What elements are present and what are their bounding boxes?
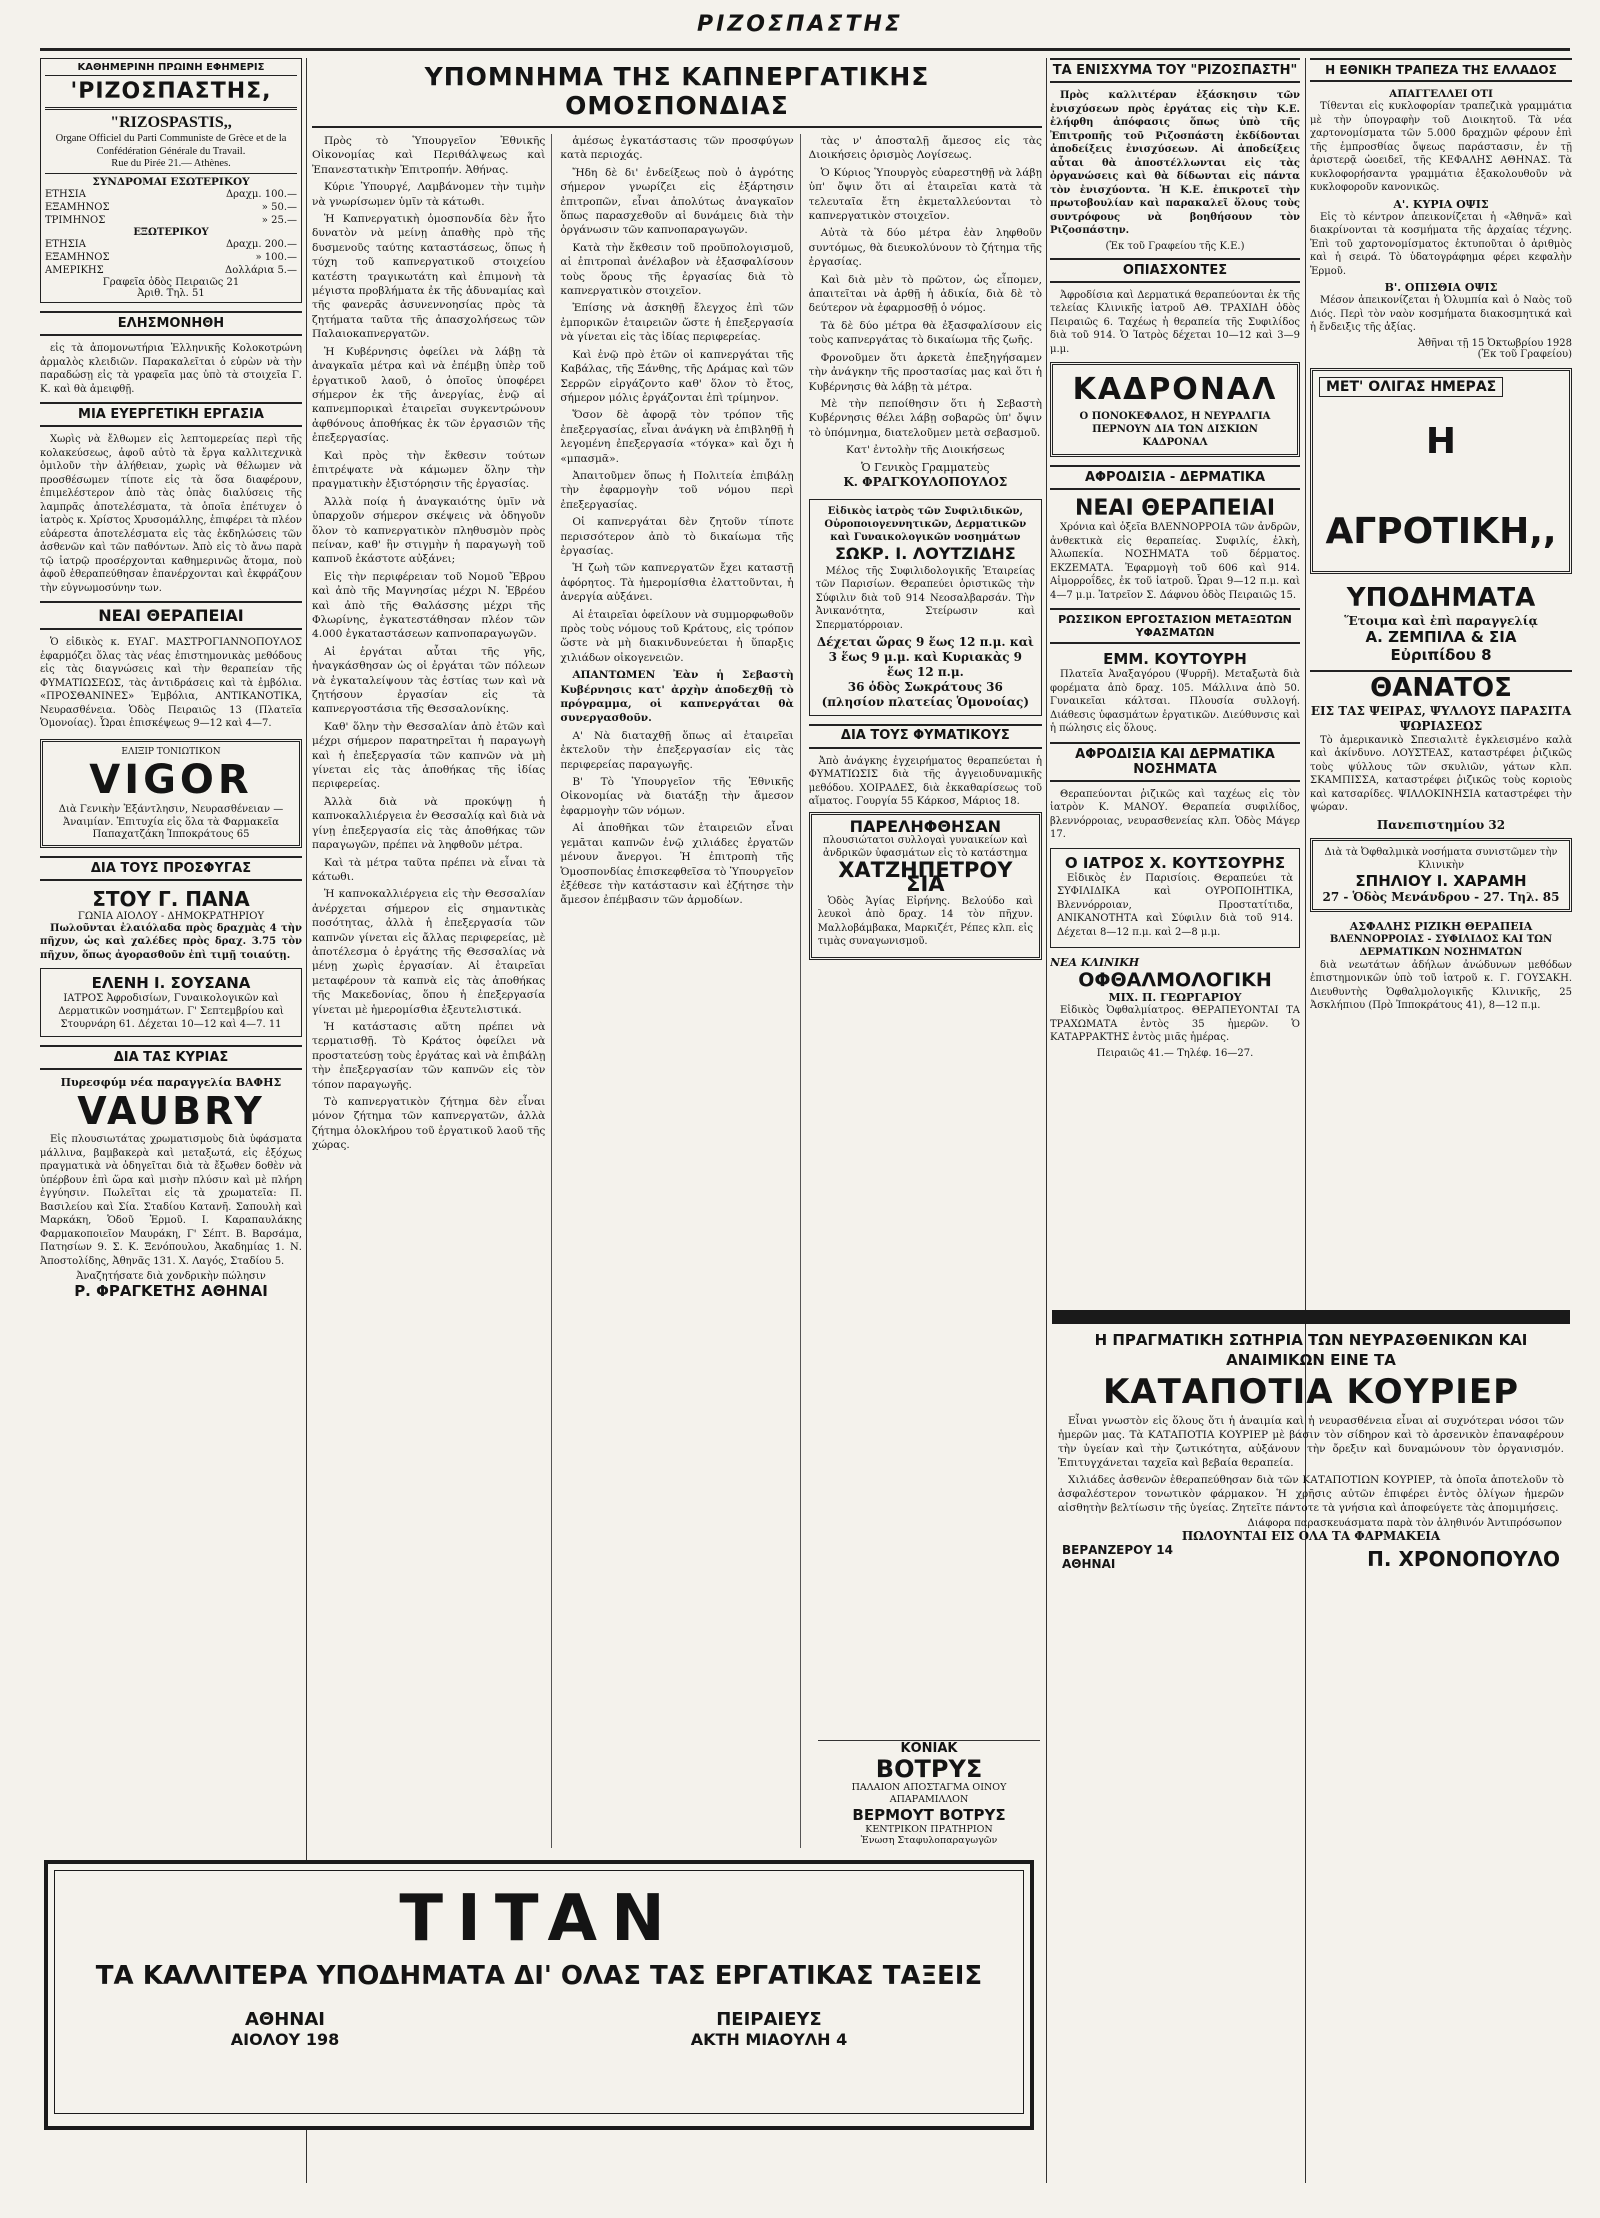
masthead-latin-name: "RIZOSPASTIS,, [110,114,232,131]
subscription-row: ΕΞΑΜΗΝΟΣ » 50.— [45,202,297,213]
subscription-row: ΕΞΑΜΗΝΟΣ » 100.— [45,252,297,263]
votrys-desc: ΠΑΛΑΙΟΝ ΑΠΟΣΤΑΓΜΑ ΟΙΝΟΥ ΑΠΑΡΑΜΙΛΛΟΝ [851,1782,1007,1805]
ypodimata-sub: Ἕτοιμα καὶ ἐπὶ παραγγελίᾳ [1344,613,1538,628]
votrys-address: Ἑνωση Σταφυλοπαραγωγῶν [860,1835,998,1846]
titan-slogan: ΤΑ ΚΑΛΛΙΤΕΡΑ ΥΠΟΔΗΜΑΤΑ ΔΙ' ΟΛΑΣ ΤΑΣ ΕΡΓΑΤΙΚΑΣ ΤΑΞΕΙΣ [95,1961,983,1991]
vigor-ad [40,739,302,848]
agrotiki-top: ΜΕΤ' ΟΛΙΓΑΣ ΗΜΕΡΑΣ [1319,377,1503,397]
section-text: Χωρὶς νὰ ἔλθωμεν εἰς λεπτομερείας περὶ τῆς κολακεύσεως, ἀφοῦ αὐτὸ τὰ ἔργα καλλιτεχνικὰ ὁμιλοῦν τὴν ἀλήθειαν, χωρὶς νὰ θέλωμεν νὰ προσθέσωμεν τίποτε εἰς τὰ ὅσα διαφέρουν, ἐπιμελέστερον ἀπὸ τὰς ὀπὰς διαλύσεις τῆς λαμπρᾶς ἀποτελέσματα, τὰ ὁποῖα ἐπέτυχεν ὁ ἰατρὸς κ. Χρίστος Χρυσομάλλης, ἐπιφέρει τὰ πλέον εὐάρεστα ἀποτελέσματα εἰς τὰς ἐκδηλώσεις τῶν ἀσθενῶν καὶ τῶν παθόντων. Ἀπὸ εἰς τὸ ἄνω παρὰ τῷ ἰατρῷ προσέρχονται καθημερινῶς ἄτομα, ποὺ ἀφοῦ ἐθεραπεύθησαν ἐπανέρχονται καὶ ἐκφράζουν τὴν εὐγνωμοσύνην των. [40,434,302,594]
doctor-intro: Εἰδικὸς ἰατρὸς τῶν Συφιλιδικῶν, Οὐροποιογεννητικῶν, Δερματικῶν καὶ Γυναικολογικῶν νοσημάτων [824,506,1027,544]
section-title: ΔΙΑ ΤΟΥΣ ΠΡΟΣΦΥΓΑΣ [40,856,302,881]
kourier-address-2: ΑΘΗΝΑΙ [1062,1557,1116,1571]
titan-piraeus: ΠΕΙΡΑΙΕΥΣ [716,2009,822,2030]
article-column-1: Πρὸς τὸ Ὑπουργεῖον Ἐθνικῆς Οἰκονομίας καὶ Περιθάλψεως καὶ Ἐπανεστατικὴν Ἐπιτροπήν. Ἀθήνας. Κύριε Ὑπουργέ, Λαμβάνομεν τὴν τιμὴν νὰ γνωρίσωμεν ὑμῖν τὰ κάτωθι. Ἡ Καπνεργατικὴ ὁμοσπονδία δὲν ἦτο δυνατὸν νὰ μείνῃ ἀπαθὴς πρὸ τῆς δυσμενοῦς ταύτης καταστάσεως, ὅπως ἡ τύχη τοῦ καπνεργατικοῦ στοιχείου κατέστη τραγικωτάτη καὶ ἐπιμονὴ τὰ μέγιστα προβλήματα ἐκ τῆς ἀδυναμίας καὶ τῆς φανερᾶς ἀσυνεννοησίας πρὸς τὰ ζητήματα ταῦτα τῆς ἀπασχολήσεως τῶν Παλαιοκαπνεργατῶν. Ἡ Κυβέρνησις ὀφείλει νὰ λάβῃ τὰ ἀναγκαῖα μέτρα καὶ νὰ ἐπέμβῃ ὑπὲρ τοῦ ἐργατικοῦ λαοῦ, ὁ ὁποῖος ὑποφέρει σήμερον ἐκ τῆς ἀνεργίας, ἐνῷ αἱ καπνεμπορικαὶ ἑταιρεῖαι συγκεντρώνουν ἀφθόνους ἀποθήκας ἐκ τῶν ἐργασιῶν τῆς ἐπεξεργασίας. Καὶ πρὸς τὴν ἔκθεσιν τούτων ἐπιτρέψατε νὰ κάμωμεν ὅλην τὴν πραγματικὴν ἐξιστόρησιν τῆς ἐργασίας. Ἀλλὰ ποίᾳ ἡ ἀναγκαιότης ὑμῖν νὰ ὑπαρχοῦν σήμερον σκέψεις νὰ ὁδηγοῦν ὅλον τὸ καπνεργατικὸν πληθυσμὸν πρὸς πείναν, καθ' ἣν στιγμὴν ἡ παραγωγὴ τοῦ καπνοῦ ἑκάστοτε αὐξάνει; Εἰς τὴν περιφέρειαν τοῦ Νομοῦ Ἔβρου καὶ ἀπὸ τῆς Μαγνησίας μέχρι Ν. Ἐβρέου καὶ ἀπὸ τῆς Θαλάσσης μέχρι τῆς Φλωρίνης, ἐγκατεστάθησαν πλέον τῶν 4.000 ἐγκαταστάσεων καπνοπαραγωγῶν. Αἱ ἐργάται αὗται τῆς γῆς, ἠναγκάσθησαν ὡς οἱ ἐργάται τῶν πόλεων νὰ ἐγκαταλείψουν τὰς ἑστίας των καὶ νὰ ζητήσουν ἐργασίαν εἰς τὰ καπνεργοστάσια τῆς Θεσσαλονίκης. Καθ' ὅλην τὴν Θεσσαλίαν ἀπὸ ἐτῶν καὶ μέχρι σήμερον παρατηρεῖται ἡ παραγωγὴ καὶ ἡ ἐπεξεργασία τῶν καπνῶν νὰ μὴ γίνεται εἰς τὰς ἀποθήκας τῆς ἰδίας περιφερείας. Ἀλλὰ διὰ νὰ προκύψῃ ἡ καπνοκαλλιέργεια ἐν Θεσσαλίᾳ καὶ διὰ νὰ γίνῃ ἐπεξεργασία εἰς τὰς ἀποθήκας τῶν παραγωγῶν, πρέπει νὰ ληφθοῦν μέτρα. Καὶ τὰ μέτρα ταῦτα πρέπει νὰ εἶναι τὰ κάτωθι. Ἡ καπνοκαλλιέργεια εἰς τὴν Θεσσαλίαν ἀνέρχεται σήμερον εἰς σημαντικὰς ποσότητας, ἀλλὰ ἡ ἐπεξεργασία τῶν καπνῶν γίνεται εἰς ἄλλας περιφερείας, μὲ ἀποτέλεσμα ὁ ἐργάτης τῆς Θεσσαλίας νὰ μένῃ χωρὶς ἐργασίαν. Αἱ ἑταιρεῖαι μεταφέρουν τὰ καπνὰ εἰς τὰς ἀποθήκας τῆς Μακεδονίας, ὅπου ἡ ἐπεξεργασία γίνεται μὲ ἡμερομίσθια ἐξευτελιστικά. Ἡ κατάστασις αὕτη πρέπει νὰ τερματισθῇ. Τὸ Κράτος ὀφείλει νὰ προστατεύσῃ τοὺς ἐργάτας καὶ νὰ ἐπιβάλῃ τὴν ἐπεξεργασίαν τῶν καπνῶν εἰς τὸν τόπον παραγωγῆς. Τὸ καπνεργατικὸν ζήτημα δὲν εἶναι μόνον ζήτημα τῶν καπνεργατῶν, ἀλλὰ ζήτημα ὁλοκλήρου τοῦ ἐργατικοῦ λαοῦ τῆς χώρας. [312,134,552,1848]
article-column-3: τὰς ν' ἀποσταλῇ ἄμεσος εἰς τὰς Διοικήσεις ὁρισμὸς Λογίσεως. Ὁ Κύριος Ὑπουργὸς εὐαρεστηθῇ νὰ λάβῃ ὑπ' ὄψιν ὅτι αἱ ἑταιρεῖαι κατὰ τὰ τελευταῖα ἔτη ἐκμεταλλεύονται τὸ καπνεργατικὸν στοιχεῖον. Αὐτὰ τὰ δύο μέτρα ἐὰν ληφθοῦν συντόμως, θὰ διευκολύνουν τὸ ζήτημα τῆς ἐργασίας. Καὶ διὰ μὲν τὸ πρῶτον, ὡς εἶπομεν, ἀπαιτεῖται νὰ ἀρθῇ ἡ ἀδικία, διὰ δὲ τὸ δεύτερον νὰ ἐφαρμοσθῇ ὁ νόμος. Τὰ δὲ δύο μέτρα θὰ ἐξασφαλίσουν εἰς τοὺς καπνεργάτας τὸ δικαίωμα τῆς ζωῆς. Φρονοῦμεν ὅτι ἀρκετὰ ἐπεξηγήσαμεν τὴν ἀνάγκην τῆς προστασίας μας καὶ ὅτι ἡ Κυβέρνησις θὰ λάβῃ τὰ μέτρα. Μὲ τὴν πεποίθησιν ὅτι ἡ Σεβαστὴ Κυβέρνησις θέλει λάβῃ σοβαρῶς ὑπ' ὄψιν τὸ ὑπόμνημα, διατελοῦμεν μετὰ σεβασμοῦ. Κατ' ἐντολὴν τῆς Διοικήσεως Ὁ Γενικὸς Γραμματεὺς Κ. ΦΡΑΓΚΟΥΛΟΠΟΥΛΟΣ Εἰδικὸς ἰατρὸς τῶν Συφιλιδικῶν, Οὐροποιογεννητικῶν, Δερματικῶν καὶ Γυναικολογικῶν νοσημάτων ΣΩΚΡ. Ι. ΛΟΥΤΖΙΔΗΣ Μέλος τῆς Συφιλιδολογικῆς Ἑταιρείας τῶν Παρισίων. Θεραπεύει ὁριστικῶς τὴν Σύφιλιν διὰ τοῦ 914 Νεοσαλβαρσάν. Τὴν Ἀνικανότητα, Στείρωσιν καὶ Σπερματόρροιαν. Δέχεται ὥρας 9 ἕως 12 π.μ. καὶ 3 ἕως 9 μ.μ. καὶ Κυριακὰς 9 ἕως 12 π.μ. 36 ὁδὸς Σωκράτους 36 (πλησίον πλατείας Ὁμονοίας) ΔΙΑ ΤΟΥΣ ΦΥΜΑΤΙΚΟΥΣ Ἀπὸ ἀνάγκης ἐγχειρήματος θεραπεύεται ἡ ΦΥΜΑΤΙΩΣΙΣ διὰ τῆς ἀγγειοδυναμικῆς μεθόδου. ΧΟΙΡΑΔΕΣ, διὰ ἐκκαθαρίσεως τοῦ αἵματος. Γουργία 55 Κάρκοσ, Μάριος 18. ΠΑΡΕΛΗΦΘΗΣΑΝ πλουσιώτατοι συλλογαὶ γυναικείων καὶ ἀνδρικῶν ὑφασμάτων εἰς τὸ κατάστημα ΧΑΤΖΗΠΕΤΡΟΥ ΣΙΑ Ὁδὸς Ἁγίας Εἰρήνης. Βελούδο καὶ λευκοὶ ἀπὸ δραχ. 14 τὸν πῆχυν. Μαλλοβάμβακα, Μαρκιζέτ, Ρέπες κλπ. εἰς τιμὰς συναγωνισμοῦ. [809,134,1042,1848]
subscriptions-title: ΣΥΝΔΡΟΜΑΙ ΕΣΩΤΕΡΙΚΟΥ [45,173,297,188]
titan-logo: TITAN [399,1882,679,1956]
afrodisia2-text: Θεραπεύονται ῥιζικῶς καὶ ταχέως εἰς τὸν ἰατρὸν Κ. ΜΑΝΟΥ. Θεραπεία συφιλίδος, βλεννόρροιας, νευρασθενείας κλπ. Ὁδὸς Μάγερ 17. [1050,788,1300,840]
titan-ad [44,1860,1034,2130]
kourier-ad [1052,1310,1570,2130]
kourier-address-1: ΒΕΡΑΝΖΕΡΟΥ 14 [1062,1543,1173,1557]
vigor-text: Διὰ Γενικὴν Ἐξάντλησιν, Νευρασθένειαν — Ἀναιμίαν. Ἐπιτυχία εἰς ὅλα τὰ Φαρμακεῖα [58,803,284,828]
rosikon-text: Πλατεῖα Ἀναξαγόρου (Ψυρρῆ). Μεταξωτὰ διὰ φορέματα ἀπὸ δραχ. 105. Μάλλινα ἀπὸ 50. Γυναικεῖαι κάλτσαι. Πλουσία συλλογή. Διάθεσις ὑφασμάτων ἐργατικῶν. Διεύθυνσις καὶ ἡ πώλησις εἰς ὅλους. [1050,669,1300,734]
votrys-name: ΒΟΤΡΥΣ [875,1755,983,1783]
koutsouris-ad [1050,848,1300,949]
bank-text-a: Εἰς τὸ κέντρον ἀπεικονίζεται ἡ «Ἀθηνᾶ» καὶ διακρίνονται τὰ κοσμήματα τῆς ἀρχαίας τέχνης. Ἐπὶ τοῦ χαρτονομίσματος ἐκτυποῦται ὁ ἀριθμὸς καὶ ἡ σειρά. Τὸ ὑδατογράφημα φέρει κεφαλὴν Ἑρμοῦ. [1310,211,1572,277]
vaubry-logo: VAUBRY [77,1089,265,1133]
kourier-intro: Η ΠΡΑΓΜΑΤΙΚΗ ΣΩΤΗΡΙΑ ΤΩΝ ΝΕΥΡΑΣΘΕΝΙΚΩΝ ΚΑΙ ΑΝΑΙΜΙΚΩΝ ΕΙΝΕ ΤΑ [1094,1331,1528,1369]
notice-title: ΕΛΗΣΜΟΝΗΘΗ [40,311,302,336]
ofthalm-title: ΟΦΘΑΛΜΟΛΟΓΙΚΗ [1078,969,1272,991]
kourier-title: ΚΑΤΑΠΟΤΙΑ ΚΟΥΡΙΕΡ [1102,1372,1520,1412]
ypodimata-name: Α. ΖΕΜΠΙΛΑ & ΣΙΑ [1365,627,1517,646]
section-title: ΡΩΣΣΙΚΟΝ ΕΡΓΟΣΤΑΣΙΟΝ ΜΕΤΑΞΩΤΩΝ ΥΦΑΣΜΑΤΩΝ [1050,608,1300,644]
ofthalm-name: ΜΙΧ. Π. ΓΕΩΡΓΑΡΙΟΥ [1108,991,1242,1004]
ypodimata-title: ΥΠΟΔΗΜΑΤΑ [1346,582,1536,613]
article-title: ΥΠΟΜΝΗΜΑ ΤΗΣ ΚΑΠΝΕΡΓΑΤΙΚΗΣ ΟΜΟΣΠΟΝΔΙΑΣ [312,58,1042,128]
bank-date: Ἀθῆναι τῇ 15 Ὀκτωβρίου 1928 [1417,337,1572,349]
vaubry-footer: Ἀναζητήσατε διὰ χονδρικὴν πώλησιν [76,1271,266,1282]
masthead-name: 'ΡΙΖΟΣΠΑΣΤΗΣ, [45,76,297,110]
loutzidis-ad [809,499,1042,716]
foreign-subscriptions-title: ΕΞΩΤΕΡΙΚΟΥ [133,227,209,238]
running-head: ΡΙΖΟΣΠΑΣΤΗΣ [697,12,903,37]
notice-text: εἰς τὰ ἀπομονωτήρια Ἐλληνικῆς Κολοκοτρώνη ἀρμαλὸς κλειδιῶν. Παρακαλεῖται ὁ εὑρὼν νὰ τὴν παραδώσῃ εἰς τὰ γραφεῖα μας ὑπὸ τὰ στοιχεῖα Γ. Κ. καὶ θὰ ἀμειφθῇ. [40,343,302,395]
sousana-name: ΕΛΕΝΗ Ι. ΣΟΥΣΑΝΑ [91,974,251,992]
opiasxontes-text: Ἀφροδίσια καὶ Δερματικά θεραπεύονται ἐκ τῆς τελείας Κλινικῆς ἰατροῦ ΑΘ. ΤΡΑΧΙΔΗ ὁδὸς Πειραιῶς 6. Ταχέως ἡ θεραπεία τῆς Συφιλίδος διὰ τοῦ 914. Ὁ Ἰατρὸς δέχεται 10—12 καὶ 3—9 μ.μ. [1050,289,1300,355]
kadronal-logo: ΚΑΔΡΟΝΑΛ [1072,372,1278,407]
sousana-ad [40,968,302,1037]
radical-sub: ΒΛΕΝΝΟΡΡΟΙΑΣ - ΣΥΦΙΛΙΔΟΣ ΚΑΙ ΤΩΝ ΔΕΡΜΑΤΙΚΩΝ ΝΟΣΗΜΑΤΩΝ [1329,933,1553,958]
ofthalm-address: Πειραιῶς 41.— Τηλέφ. 16—27. [1096,1047,1254,1059]
harami-name: ΣΠΗΛΙΟΥ Ι. ΧΑΡΑΜΗ [1355,871,1527,890]
votrys-sub: ΚΟΝΙΑΚ [900,1741,958,1756]
masthead-box [40,58,302,303]
subscription-row: ΕΤΗΣΙΑ Δραχμ. 200.— [45,239,297,250]
section-title: ΑΦΡΟΔΙΣΙΑ ΚΑΙ ΔΕΡΜΑΤΙΚΑ ΝΟΣΗΜΑΤΑ [1050,742,1300,782]
section-text: Ὁ εἰδικὸς κ. ΕΥΑΓ. ΜΑΣΤΡΟΓΙΑΝΝΟΠΟΥΛΟΣ ἐφαρμόζει ὅλας τὰς νέας ἐπιστημονικὰς μεθόδους εἰς τὰς διαγνώσεις καὶ τὴν θεραπείαν τῆς ΦΥΜΑΤΙΩΣΕΩΣ, τὰς ἀντιδράσεις καὶ τὰ ἐμβόλια. «ΠΡΟΣΘΑΝΙΝΕΣ» Ἐμβόλια, ΑΝΤΙΚΑΝΟΤΙΚΑ, Νευρασθένεια. Ὁδὸς Πειραιῶς 13 (Πλατεῖα Ὁμονοίας). Ὧραι ἐπισκέψεως 9—12 καὶ 4—7. [40,637,302,729]
neai-therapeiai-title: ΝΕΑΙ ΘΕΡΑΠΕΙΑΙ [1074,496,1276,521]
section-title: ΜΙΑ ΕΥΕΡΓΕΤΙΚΗ ΕΡΓΑΣΙΑ [40,402,302,427]
column-rule [1046,58,1047,2183]
section-title: ΟΠΙΑΣΧΟΝΤΕΣ [1050,258,1300,283]
agrotiki-logo: Η ΑΓΡΟΤΙΚΗ,, [1325,420,1557,552]
nea-kliniki: ΝΕΑ ΚΛΙΝΙΚΗ [1050,956,1140,969]
section-title: ΝΕΑΙ ΘΕΡΑΠΕΙΑΙ [40,601,302,630]
subscription-row: ΕΤΗΣΙΑ Δραχμ. 100.— [45,189,297,200]
thanatos-title: ΘΑΝΑΤΟΣ [1310,670,1572,704]
pana-address: ΓΩΝΙΑ ΑΙΟΛΟΥ - ΔΗΜΟΚΡΑΤΗΡΙΟΥ [77,910,265,922]
titan-piraeus-address: ΑΚΤΗ ΜΙΑΟΥΛΗ 4 [690,2030,848,2049]
bank-section-a: Α'. ΚΥΡΙΑ ΟΨΙΣ [1393,197,1489,211]
radical-title: ΑΣΦΑΛΗΣ ΡΙΖΙΚΗ ΘΕΡΑΠΕΙΑ [1349,919,1533,933]
pana-text: Πωλοῦνται ἐλαιόλαδα πρὸς δραχμὰς 4 τὴν πῆχυν, ὡς καὶ χαλέδες πρὸς δραχ. 3.75 τὸν πῆχυν, ὅπως ἀγορασθοῦν ἐπὶ τιμῇ τοιαύτῃ. [40,922,302,961]
vaubry-text: Εἰς πλουσιωτάτας χρωματισμοὺς διὰ ὑφάσματα μάλλινα, βαμβακερὰ καὶ μεταξωτά, εἰς ἐξόχως πραγματικὰ νὰ ὁδηγεῖται διὰ τὰ ἔξωθεν δοθὲν νὰ ὑπέρβουν ἐπὶ ὥρα καὶ μισὴν πλύσιν καὶ μὲ πλήρη ἐγγύησιν. Πωλεῖται εἰς τὰ χρωματεῖα: Π. Βασιλείου καὶ Σία. Σταδίου Κατανῆ. Σαπουλὴ καὶ Μαρκάκη, Ὁδοῦ Ἑρμοῦ. Ι. Καραπαυλάκης Φαρμακοποιεῖον Μαυράκη, Γ' Σέπτ. Β. Βαρσάμα, Πατησίων 9. Σ. Κ. Ξενόπουλου, Ἀκαδημίας 1. Ν. Ἀποστολίδης, Ἀθηνᾶς 131. Χ. Λαγός, Σταδίου 5. [40,1134,302,1267]
enishima-text: Πρὸς καλλιτέραν ἐξάσκησιν τῶν ἐνισχύσεων πρὸς ἐργάτας εἰς τὴν Κ.Ε. ἐλήφθη ἀπόφασις ὅπως ὑπὸ τῆς Ἐπιτροπῆς τοῦ Ριζοσπάστη ἐκδίδονται ἀποδείξεις ἐνισχύσεων. Αἱ ἀποδείξεις αὗται θὰ ἀποστέλλωνται εἰς τὰς ὀργανώσεις καὶ θὰ δίδωνται εἰς πάντα τὸν ἐνισχύοντα. Ἡ Κ.Ε. ἐπικροτεῖ τὴν πρωτοβουλίαν καὶ παρακαλεῖ ὅλους τοὺς συντρόφους νὰ βοηθήσουν τὸν Ριζοσπάστην. [1050,90,1300,236]
frangetis-name: Ρ. ΦΡΑΓΚΕΤΗΣ ΑΘΗΝΑΙ [74,1282,268,1300]
ofthalm-text: Εἰδικὸς Ὀφθαλμίατρος. ΘΕΡΑΠΕΥΟΝΤΑΙ ΤΑ ΤΡΑΧΩΜΑΤΑ ἐντὸς 35 ἡμερῶν. Ὁ ΚΑΤΑΡΡΑΚΤΗΣ ἐντὸς μιᾶς ἡμέρας. [1050,1005,1300,1043]
bank-section-b: Β'. ΟΠΙΣΘΙΑ ΟΨΙΣ [1384,281,1498,294]
masthead-latin-address: Rue du Pirée 21.— Athènes. [111,158,231,169]
kadronal-text: Ο ΠΟΝΟΚΕΦΑΛΟΣ, Η ΝΕΥΡΑΛΓΙΑ ΠΕΡΝΟΥΝ ΔΙΑ ΤΩΝ ΔΙΣΚΙΩΝ ΚΑΔΡΟΝΑΛ [1079,411,1271,448]
kourier-ref: Διάφορα παρασκευάσματα παρὰ τὸν ἀληθινόν Ἀντιπρόσωπον [1247,1518,1562,1529]
hatzipetrou-ad [809,812,1042,960]
agrotiki-ad [1310,368,1572,574]
vigor-subtitle: ΕΛΙΞΙΡ ΤΟΝΙΩΤΙΚΟΝ [121,746,221,757]
votrys-store: ΚΕΝΤΡΙΚΟΝ ΠΡΑΤΗΡΙΟΝ [865,1824,993,1835]
rosikon-name: ΕΜΜ. ΚΟΥΤΟΥΡΗ [1103,650,1247,668]
thanatos-address: Πανεπιστημίου 32 [1376,817,1506,832]
header-rule [40,48,1570,51]
vermouth-name: ΒΕΡΜΟΥΤ ΒΟΤΡΥΣ [852,1806,1006,1824]
koutsouris-text: Εἰδικὸς ἐν Παρισίοις. Θεραπεύει τὰ ΣΥΦΙΛΙΔΙΚΑ καὶ ΟΥΡΟΠΟΙΗΤΙΚΑ, Βλεννόρροιαν, Προστατίτιδα, ΑΝΙΚΑΝΟΤΗΤΑ καὶ Σύφιλιν διὰ τοῦ 914. Δέχεται 8—12 π.μ. καὶ 2—8 μ.μ. [1057,872,1293,938]
votrys-ad [818,1740,1040,1853]
parelifthisan-text: πλουσιώτατοι συλλογαὶ γυναικείων καὶ ἀνδρικῶν ὑφασμάτων εἰς τὸ κατάστημα [822,835,1028,860]
harami-intro: Διὰ τὰ Ὀφθαλμικὰ νοσήματα συνιστῶμεν τὴν Κλινικὴν [1324,846,1558,871]
doctor-text: Μέλος τῆς Συφιλιδολογικῆς Ἑταιρείας τῶν Παρισίων. Θεραπεύει ὁριστικῶς τὴν Σύφιλιν διὰ τοῦ 914 Νεοσαλβαρσάν. Τὴν Ἀνικανότητα, Στείρωσιν καὶ Σπερματόρροιαν. [815,565,1035,631]
kourier-band-top [1052,1310,1570,1324]
parelifthisan-title: ΠΑΡΕΛΗΦΘΗΣΑΝ [849,816,1002,836]
neai-therapeiai-text: Χρόνια καὶ ὀξεῖα ΒΛΕΝΝΟΡΡΟΙΑ τῶν ἀνδρῶν, ἀνθεκτικὰ εἰς θεραπείας. Συφιλίς, ἐλκὴ, Ἀλωπεκία. ΝΟΣΗΜΑΤΑ τοῦ δέρματος. ΕΚΖΕΜΑΤΑ. Ἐφαρμογὴ τοῦ 606 καὶ 914. Αἱμορροΐδες, ἐκ τοῦ ἰατροῦ. Ὧραι 9—12 π.μ. καὶ 4—7 μ.μ. Ἰατρεῖον Σ. Δάφνου ὁδὸς Πειραιῶς 15. [1050,522,1300,601]
kourier-name: Π. ΧΡΟΝΟΠΟΥΛΟ [1367,1547,1560,1571]
titan-athens-address: ΑΙΟΛΟΥ 198 [230,2030,340,2049]
office-phone: Ἀριθ. Τηλ. 51 [137,288,205,299]
kyrias-sub: Πυρεσφύμ νέα παραγγελία ΒΑΦΗΣ [60,1076,282,1089]
fymatikous-text: Ἀπὸ ἀνάγκης ἐγχειρήματος θεραπεύεται ἡ ΦΥΜΑΤΙΩΣΙΣ διὰ τῆς ἀγγειοδυναμικῆς μεθόδου. ΧΟΙΡΑΔΕΣ, διὰ ἐκκαθαρίσεως τοῦ αἵματος. Γουργία 55 Κάρκοσ, Μάριος 18. [808,755,1042,808]
main-article [312,58,1042,1848]
kourier-text: Εἶναι γνωστὸν εἰς ὅλους ὅτι ἡ ἀναιμία καὶ ἡ νευρασθένεια εἶναι αἱ συχνότεραι νόσοι τῶν ἡμερῶν μας. Τὰ ΚΑΤΑΠΟΤΙΑ ΚΟΥΡΙΕΡ μὲ βάσιν τὸν σίδηρον καὶ τὸ ἀρσενικὸν ἐπαναφέρουν τὴν ὑγείαν καὶ τὴν ζωτικότητα, αὐξάνουν τὴν ὄρεξιν καὶ δυναμώνουν τὸν ὀργανισμόν. Ἐπιτυγχάνεται ταχεῖα καὶ βεβαία θεραπεία. Χιλιάδες ἀσθενῶν ἐθεραπεύθησαν διὰ τῶν ΚΑΤΑΠΟΤΙΩΝ ΚΟΥΡΙΕΡ, τὰ ὁποῖα ἀποτελοῦν τὸ ἀσφαλέστερον τονωτικὸν φάρμακον. Ἡ χρῆσις αὐτῶν ἐπιφέρει ἐντὸς ὀλίγων ἡμερῶν αἰσθητὴν βελτίωσιν τῆς ὑγείας. Ζητεῖτε πάντοτε τὰ γνήσια καὶ ἀποφεύγετε τὰς ἀπομιμήσεις. [1058,1415,1564,1514]
bank-text-b: Μέσον ἀπεικονίζεται ἡ Ὀλυμπία καὶ ὁ Ναὸς τοῦ Διός. Περὶ τὸν ναὸν κοσμήματα διακοσμητικά καὶ ἡ ἔνδειξις τῆς ἀξίας. [1310,295,1572,333]
titan-athens: ΑΘΗΝΑΙ [244,2009,325,2030]
masthead-latin-desc: Organe Officiel du Parti Communiste de Grèce et de la Confédération Générale du Travail. [55,133,287,157]
harami-address: 27 - Ὁδὸς Μενάνδρου - 27. Τηλ. 85 [1322,889,1560,904]
bank-subtitle: ΑΠΑΓΓΕΛΛΕΙ ΟΤΙ [1389,88,1493,100]
right-column-2 [1310,58,1572,1303]
thanatos-sub: ΕΙΣ ΤΑΣ ΨΕΙΡΑΣ, ΨΥΛΛΟΥΣ ΠΑΡΑΣΙΤΑ ΨΩΡΙΑΣΕΩΣ [1310,703,1572,733]
sousana-text: ΙΑΤΡΟΣ Ἀφροδισίων, Γυναικολογικῶν καὶ Δερματικῶν νοσημάτων. Γ' Σεπτεμβρίου καὶ Στουρνάρη 61. Δέχεται 10—12 καὶ 4—7. 11 [58,993,284,1030]
article-column-2: ἀμέσως ἐγκατάστασις τῶν προσφύγων κατὰ περιοχάς. Ἤδη δὲ δι' ἐνδείξεως ποὺ ὁ ἀγρότης σήμερον γνωρίζει εἰς ἐξάρτησιν ἐπιτροπῶν, εἶναι ἀπολύτως ἀναγκαῖον ὅπως παρασχεθοῦν αἱ δυνάμεις διὰ τὴν ὀργάνωσιν τῶν καπνοπαραγωγῶν. Κατὰ τὴν ἔκθεσιν τοῦ προϋπολογισμοῦ, αἱ ἐπιτροπαὶ ἀνέλαβον νὰ ἐξασφαλίσουν τοὺς ὅρους τῆς ἐργασίας διὰ τὸ καπνεργατικὸν στοιχεῖον. Ἐπίσης νὰ ἀσκηθῇ ἔλεγχος ἐπὶ τῶν ἐμπορικῶν ἑταιρειῶν ὥστε ἡ ἐπεξεργασία νὰ γίνεται εἰς τὰς ἰδίας περιφερείας. Καὶ ἐνῷ πρὸ ἐτῶν οἱ καπνεργάται τῆς Καβάλας, τῆς Ξάνθης, τῆς Δράμας καὶ τῶν Σερρῶν εἰργάζοντο καθ' ὅλον τὸ ἔτος, σήμερον μόλις ἐργάζονται ἐπὶ τρίμηνον. Ὅσον δὲ ἀφορᾷ τὸν τρόπον τῆς ἐπεξεργασίας, εἶναι ἀνάγκη νὰ ἐπιβληθῇ ἡ λεγομένη ἐπεξεργασία «τόγκα» καὶ ὄχι ἡ «μπασμᾶ». Ἀπαιτοῦμεν ὅπως ἡ Πολιτεία ἐπιβάλῃ τὴν ἐφαρμογὴν τοῦ νόμου περὶ ἐπεξεργασίας. Οἱ καπνεργάται δὲν ζητοῦν τίποτε περισσότερον ἀπὸ τὸ δικαίωμα τῆς ἐργασίας. Ἡ ζωὴ τῶν καπνεργατῶν ἔχει καταστῇ ἀφόρητος. Τὰ ἡμερομίσθια ἐλαττοῦνται, ἡ ἀνεργία αὐξάνει. Αἱ ἑταιρεῖαι ὀφείλουν νὰ συμμορφωθοῦν πρὸς τοὺς νόμους τοῦ Κράτους, εἰς τρόπον ὥστε νὰ μὴ διακινδυνεύεται ἡ ὕπαρξις χιλιάδων οἰκογενειῶν. ΑΠΑΝΤΩΜΕΝ Ἐὰν ἡ Σεβαστὴ Κυβέρνησις κατ' ἀρχὴν ἀποδεχθῇ τὸ πρόγραμμα, οἱ καπνεργάται θὰ συνεργασθοῦν. Α' Νὰ διαταχθῇ ὅπως αἱ ἑταιρεῖαι ἐκτελοῦν τὴν ἐπεξεργασίαν εἰς τὰς περιφερείας παραγωγῆς. Β' Τὸ Ὑπουργεῖον τῆς Ἐθνικῆς Οἰκονομίας νὰ διατάξῃ τὴν ἄμεσον ἐφαρμογὴν τῶν νόμων. Αἱ ἀποθῆκαι τῶν ἑταιρειῶν εἶναι γεμᾶται καπνῶν ἐνῷ χιλιάδες ἐργατῶν μένουν ἄνεργοι. Ἡ ἐπιτροπὴ τῆς Ὁμοσπονδίας ἐπισκεφθεῖσα τὸ Ὑπουργεῖον ἐξέθεσε τὴν κατάστασιν καὶ ἐζήτησε τὴν ἄμεσον ἐπέμβασιν τῶν ἁρμοδίων. [560,134,800,1848]
hatzipetrou-name: ΧΑΤΖΗΠΕΤΡΟΥ ΣΙΑ [838,858,1013,897]
article-body [312,134,1042,1848]
subscription-row: ΤΡΙΜΗΝΟΣ » 25.— [45,215,297,226]
kourier-sale: ΠΩΛΟΥΝΤΑΙ ΕΙΣ ΟΛΑ ΤΑ ΦΑΡΜΑΚΕΙΑ [1181,1529,1441,1543]
kadronal-ad [1050,362,1300,457]
signature-title: Ὁ Γενικὸς Γραμματεὺς [861,460,990,474]
harami-ad [1310,838,1572,912]
section-title: ΤΑ ΕΝΙΣΧΥΜΑ ΤΟΥ "ΡΙΖΟΣΠΑΣΤΗ" [1050,58,1300,83]
thanatos-text: Τὸ ἀμερικανικὸ Σπεσιαλιτὲ ἐγκλεισμένο καλὰ καὶ ἀκίνδυνο. ΛΟΥΣΤΕΑΣ, καταστρέφει ῥιζικῶς τοὺς ψύλλους τῶν σκυλιῶν, γάτων κλπ. ΣΚΑΜΠΙΣΣΑ, καταστρέφει ῥιζικῶς τοὺς κοριοὺς καὶ κατσαρίδες. ΨΙΛΛΟΚΙΝΗΣΙΑ καταστρέφει τὴν ψώραν. [1310,734,1572,813]
section-title: ΔΙΑ ΤΑΣ ΚΥΡΙΑΣ [40,1045,302,1070]
koutsouris-title: Ο ΙΑΤΡΟΣ Χ. ΚΟΥΤΣΟΥΡΗΣ [1064,853,1286,872]
vigor-address: Παπαχατζάκη Ἱπποκράτους 65 [92,828,250,840]
office-address: Γραφεῖα ὁδὸς Πειραιῶς 21 [102,277,240,288]
doctor-address: 36 ὁδὸς Σωκράτους 36 (πλησίον πλατείας Ὁμονοίας) [821,680,1030,710]
bank-title: Η ΕΘΝΙΚΗ ΤΡΑΠΕΖΑ ΤΗΣ ΕΛΛΑΔΟΣ [1310,58,1572,82]
pana-name: ΣΤΟΥ Γ. ΠΑΝΑ [92,886,250,911]
doctor-hours: Δέχεται ὥρας 9 ἕως 12 π.μ. καὶ 3 ἕως 9 μ.μ. καὶ Κυριακὰς 9 ἕως 12 π.μ. [816,635,1034,680]
doctor-name: ΣΩΚΡ. Ι. ΛΟΥΤΖΙΔΗΣ [834,544,1016,564]
vigor-logo: VIGOR [89,756,253,803]
subscription-row: ΑΜΕΡΙΚΗΣ Δολλάρια 5.— [45,265,297,276]
section-title: ΔΙΑ ΤΟΥΣ ΦΥΜΑΤΙΚΟΥΣ [809,724,1042,748]
radical-text: διὰ νεωτάτων ἀδήλων ἀνώδυνων μεθόδων ἐπιστημονικῶν ὑπὸ τοῦ ἰατροῦ κ. Γ. ΓΟΥΣΑΚΗ. Διευθυντὴς Ὀφθαλμολογικῆς Κλινικῆς, 25 Ἀσκλήπιου (Πρὸ Ἰπποκράτους 41), 8—12 π.μ. [1310,959,1572,1011]
ypodimata-address: Εὐριπίδου 8 [1390,645,1492,664]
section-title: ΑΦΡΟΔΙΣΙΑ - ΔΕΡΜΑΤΙΚΑ [1050,465,1300,490]
signature-name: Κ. ΦΡΑΓΚΟΥΛΟΠΟΥΛΟΣ [843,474,1008,489]
masthead-top-line: ΚΑΘΗΜΕΡΙΝΗ ΠΡΩΙΝΗ ΕΦΗΜΕΡΙΣ [45,62,297,76]
enishima-signature: (Ἐκ τοῦ Γραφείου τῆς Κ.Ε.) [1105,240,1245,252]
hatzipetrou-text: Ὁδὸς Ἁγίας Εἰρήνης. Βελούδο καὶ λευκοὶ ἀπὸ δραχ. 14 τὸν πῆχυν. Μαλλοβάμβακα, Μαρκιζέτ, Ρέπες κλπ. εἰς τιμὰς συναγωνισμοῦ. [817,895,1033,948]
bank-text: Τίθενται εἰς κυκλοφορίαν τραπεζικὰ γραμμάτια μὲ τὴν ὑπογραφὴν τοῦ Διοικητοῦ. Τὰ νέα χαρτονομίσματα τῶν 5.000 δραχμῶν φέρουν ἐπὶ τῆς ἐμπροσθίας ὄψεως παράστασιν, ἐν τῇ ἀριστερᾷ ὠοειδεῖ, τῆς ΚΕΦΑΛΗΣ ΑΘΗΝΑΣ. Τὰ κυκλοφορήσαντα γραμμάτια ἐξακολουθοῦν νὰ κυκλοφοροῦν κανονικῶς. [1310,101,1572,193]
bank-signature: (Ἐκ τοῦ Γραφείου) [1477,348,1572,360]
